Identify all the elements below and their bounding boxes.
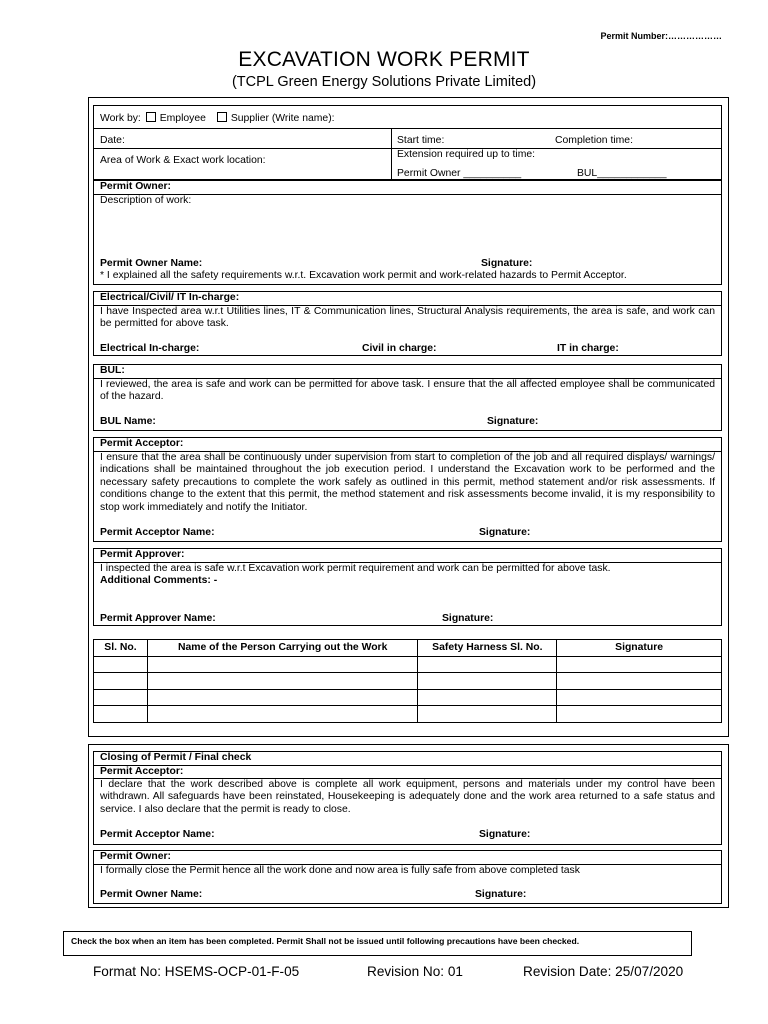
- worker-table-header: [94, 640, 722, 657]
- permit-number: Permit Number:………………: [600, 31, 722, 41]
- employee-label: Employee: [159, 113, 206, 124]
- page-title: EXCAVATION WORK PERMIT: [238, 48, 530, 71]
- format-number: Format No: HSEMS-OCP-01-F-05: [93, 964, 300, 979]
- column-header: Name of the Person Carrying out the Work: [147, 640, 418, 657]
- closing-acceptor-heading: Permit Acceptor:: [100, 766, 184, 777]
- table-cell[interactable]: [147, 689, 418, 706]
- table-cell[interactable]: [94, 656, 148, 673]
- bul-statement: I reviewed, the area is safe and work can be permitted for above task. I ensure that the all affected employee shall be communicated of the hazard.: [100, 379, 715, 403]
- electrical-incharge-section: [93, 291, 722, 356]
- closing-heading: Closing of Permit / Final check: [100, 752, 252, 763]
- table-cell[interactable]: [418, 706, 557, 723]
- extension-field[interactable]: Extension required up to time:: [397, 149, 536, 160]
- completion-time-field[interactable]: Completion time:: [555, 135, 633, 146]
- bul-line[interactable]: BUL____________: [577, 168, 667, 179]
- start-time-field[interactable]: Start time:: [397, 135, 445, 146]
- closing-owner-section: [93, 850, 722, 904]
- electrical-heading: Electrical/Civil/ IT In-charge:: [100, 292, 240, 303]
- permit-owner-section: [93, 180, 722, 285]
- it-incharge-label: IT in charge:: [557, 343, 619, 354]
- page-subtitle: (TCPL Green Energy Solutions Private Limited): [231, 74, 537, 90]
- bul-name-label: BUL Name:: [100, 416, 156, 427]
- table-cell[interactable]: [147, 656, 418, 673]
- area-of-work-field[interactable]: Area of Work & Exact work location:: [100, 155, 266, 166]
- table-cell[interactable]: [418, 689, 557, 706]
- closing-acceptor-signature-label: Signature:: [479, 829, 531, 840]
- permit-approver-section: [93, 548, 722, 626]
- closing-owner-heading: Permit Owner:: [100, 851, 172, 862]
- table-cell[interactable]: [94, 673, 148, 690]
- date-field[interactable]: Date:: [100, 135, 125, 146]
- column-header: Sl. No.: [94, 640, 148, 657]
- bul-section: [93, 364, 722, 431]
- table-cell[interactable]: [418, 673, 557, 690]
- closing-acceptor-name-label: Permit Acceptor Name:: [100, 829, 215, 840]
- column-header: Signature: [557, 640, 722, 657]
- supplier-checkbox[interactable]: [217, 112, 227, 122]
- table-row: [94, 689, 722, 706]
- closing-owner-statement: I formally close the Permit hence all the work done and now area is fully safe from above completed task: [100, 865, 580, 876]
- civil-incharge-label: Civil in charge:: [362, 343, 437, 354]
- general-info-section: [93, 105, 722, 180]
- permit-owner-heading: Permit Owner:: [100, 181, 172, 192]
- permit-owner-line[interactable]: Permit Owner __________: [397, 168, 522, 179]
- worker-table: [93, 639, 722, 723]
- additional-comments-label: Additional Comments: -: [100, 575, 218, 586]
- table-cell[interactable]: [557, 706, 722, 723]
- closing-owner-name-label: Permit Owner Name:: [100, 889, 203, 900]
- table-cell[interactable]: [147, 706, 418, 723]
- column-header: Safety Harness Sl. No.: [418, 640, 557, 657]
- acceptor-signature-label: Signature:: [479, 527, 531, 538]
- table-cell[interactable]: [557, 656, 722, 673]
- work-by-label: Work by:: [100, 113, 141, 124]
- table-cell[interactable]: [557, 673, 722, 690]
- table-row: [94, 656, 722, 673]
- electrical-incharge-label: Electrical In-charge:: [100, 343, 200, 354]
- approver-name-label: Permit Approver Name:: [100, 613, 216, 624]
- acceptor-statement: I ensure that the area shall be continuously under supervision from start to completion of the job and all required displays/ warnings/ indications shall be maintained throughout the job execution period. I understand the Excavation work to be performed and the necessary safety precautions to complete the work safely as outlined in this permit, method statement and/or risk assessments. If conditions change to the extent that this permit, the method statement and risk assessments become invalid, it is my responsibility to stop work immediately and notify the Initiator.: [100, 452, 715, 513]
- electrical-statement: I have Inspected area w.r.t Utilities lines, IT & Communication lines, Structural Analysis requirements, the area is safe, and work can be permitted for above task.: [100, 306, 715, 330]
- work-by-row: [100, 112, 335, 125]
- table-cell[interactable]: [418, 656, 557, 673]
- closing-acceptor-statement: I declare that the work described above is complete all work equipment, persons and materials under my control have been withdrawn. All safeguards have been reinstated, Housekeeping is adequately done and the work area returned to a safe status and service. I also declare that the permit is ready to close.: [100, 779, 715, 815]
- description-of-work-label: Description of work:: [100, 195, 192, 206]
- acceptor-name-label: Permit Acceptor Name:: [100, 527, 215, 538]
- permit-owner-name-label: Permit Owner Name:: [100, 258, 203, 269]
- owner-statement: * I explained all the safety requirements w.r.t. Excavation work permit and work-related hazards to Permit Acceptor.: [100, 270, 627, 281]
- approver-heading: Permit Approver:: [100, 549, 185, 560]
- bul-signature-label: Signature:: [487, 416, 539, 427]
- table-cell[interactable]: [557, 689, 722, 706]
- revision-number: Revision No: 01: [367, 964, 463, 979]
- table-row: [94, 673, 722, 690]
- table-cell[interactable]: [94, 706, 148, 723]
- approver-signature-label: Signature:: [442, 613, 494, 624]
- bul-heading: BUL:: [100, 365, 125, 376]
- revision-date: Revision Date: 25/07/2020: [523, 964, 684, 979]
- table-cell[interactable]: [147, 673, 418, 690]
- closing-owner-signature-label: Signature:: [475, 889, 527, 900]
- supplier-label: Supplier (Write name):: [230, 113, 335, 124]
- closing-acceptor-section: [93, 751, 722, 845]
- acceptor-heading: Permit Acceptor:: [100, 438, 184, 449]
- precautions-note: Check the box when an item has been completed. Permit Shall not be issued until following precautions have been checked.: [63, 931, 692, 956]
- approver-statement: I inspected the area is safe w.r.t Excavation work permit requirement and work can be permitted for above task.: [100, 563, 611, 574]
- employee-checkbox[interactable]: [146, 112, 156, 122]
- table-row: [94, 706, 722, 723]
- table-cell[interactable]: [94, 689, 148, 706]
- permit-owner-signature-label: Signature:: [481, 258, 533, 269]
- permit-acceptor-section: [93, 437, 722, 542]
